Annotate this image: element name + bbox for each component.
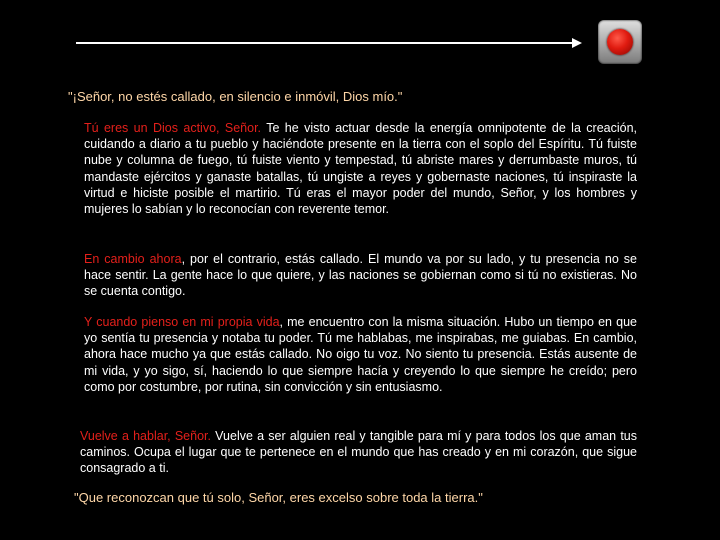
paragraph-2-highlight: En cambio ahora — [84, 252, 182, 266]
paragraph-4-highlight: Vuelve a hablar, Señor. — [80, 429, 211, 443]
arrow-head-icon — [572, 38, 582, 48]
paragraph-1-highlight: Tú eres un Dios activo, Señor. — [84, 121, 262, 135]
paragraph-3-highlight: Y cuando pienso en mi propia vida — [84, 315, 280, 329]
paragraph-4-text: Vuelve a ser alguien real y tangible para mí y para todos los que aman tus caminos. Ocupa el lugar que te pertenece en el mundo que has creado y en mi corazón, que sigue consagrado a ti. — [80, 429, 637, 476]
right-arrow-icon — [76, 42, 574, 44]
paragraph-1 — [84, 120, 637, 217]
paragraph-2 — [84, 251, 637, 300]
paragraph-3 — [84, 314, 637, 395]
opening-quote: "¡Señor, no estés callado, en silencio e inmóvil, Dios mío." — [68, 89, 403, 104]
paragraph-4 — [80, 428, 637, 477]
paragraph-2-text: , por el contrario, estás callado. El mundo va por su lado, y tu presencia no se hace sentir. La gente hace lo que quiere, y las naciones se gobiernan como si tú no existieras. No se cuenta contigo. — [84, 252, 637, 299]
paragraph-3-text: , me encuentro con la misma situación. Hubo un tiempo en que yo sentía tu presencia y notaba tu poder. Tú me hablabas, me inspirabas, me guiabas. En cambio, ahora hace mucho ya que estás callado. No oigo tu voz. No siento tu presencia. Estás ausente de mi vida, y yo sigo, sí, haciendo lo que siempre hacía y creyendo lo que siempre he creído; pero como por costumbre, por rutina, sin convicción y sin entusiasmo. — [84, 315, 637, 394]
record-button-icon[interactable] — [598, 20, 642, 64]
paragraph-1-text: Te he visto actuar desde la energía omnipotente de la creación, cuidando a diario a tu pueblo y haciéndote presente en la tierra con el soplo del Espíritu. Tú fuiste nube y columna de fuego, tú fuiste viento y tempestad, tú abriste mares y derrumbaste muros, tú mandaste ejércitos y ganaste batallas, tú ungiste a reyes y gobernaste naciones, tú inspiraste la virtud e hiciste posible el martirio. Tú eras el mayor poder del mundo, Señor, y los hombres y mujeres lo sabían y lo reconocían con reverente temor. — [84, 121, 638, 217]
closing-quote: "Que reconozcan que tú solo, Señor, eres excelso sobre toda la tierra." — [74, 490, 483, 505]
red-dot-icon — [607, 29, 633, 55]
